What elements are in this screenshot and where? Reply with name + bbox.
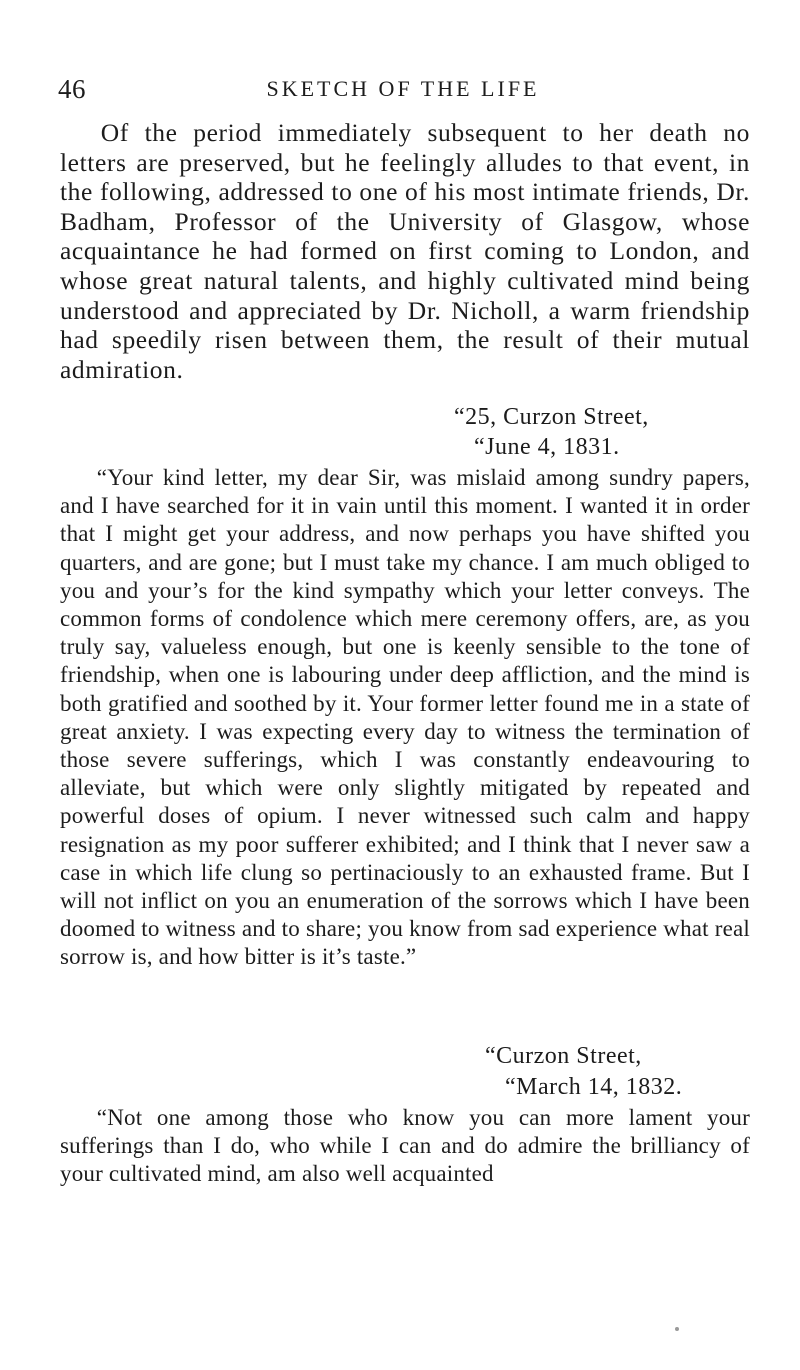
- letter-2-address: “Curzon Street,: [485, 1043, 642, 1069]
- letter-1-body-block: [60, 464, 750, 972]
- paper-speck: [675, 1327, 679, 1331]
- letter-1-date: “June 4, 1831.: [474, 434, 620, 460]
- letter-1-address: “25, Curzon Street,: [454, 404, 649, 430]
- lead-paragraph-block: [60, 118, 750, 384]
- letter-1-body: “Your kind letter, my dear Sir, was mislaid among sundry papers, and I have searched for it in vain until this moment. I wanted it in order that I might get your address, and now perhaps you have shifted you quarters, and are gone; but I must take my chance. I am much obliged to you and your’s for the kind sympathy which your letter conveys. The common forms of condolence which mere ceremony offers, are, as you truly say, valueless enough, but one is keenly sensible to the tone of friendship, when one is labouring under deep affliction, and the mind is both gratified and soothed by it. Your former letter found me in a state of great anxiety. I was expecting every day to witness the termination of those severe sufferings, which I was constantly endeavouring to alleviate, but which were only slightly mitigated by repeated and powerful doses of opium. I never witnessed such calm and happy resignation as my poor sufferer exhibited; and I think that I never saw a case in which life clung so pertinaciously to an exhausted frame. But I will not inflict on you an enumeration of the sorrows which I have been doomed to witness and to share; you know from sad experience what real sorrow is, and how bitter is it’s taste.”: [60, 465, 750, 970]
- running-title: SKETCH OF THE LIFE: [266, 76, 540, 101]
- running-head: [58, 74, 748, 104]
- letter-2-date: “March 14, 1832.: [505, 1074, 683, 1100]
- letter-2-body-block: [60, 1104, 750, 1189]
- lead-paragraph: Of the period immediately subsequent to her death no letters are preserved, but he feelingly alludes to that event, in the following, addressed to one of his most intimate friends, Dr. Badham, Professor of the University of Glasgow, whose acquaintance he had formed on first coming to London, and whose great natural talents, and highly cultivated mind being understood and appreciated by Dr. Nicholl, a warm friendship had speedily risen between them, the result of their mutual admiration.: [60, 118, 750, 384]
- letter-2-body: “Not one among those who know you can more lament your sufferings than I do, who while I can and do admire the brilliancy of your cultivated mind, am also well acquainted: [60, 1105, 750, 1187]
- page-number: 46: [58, 74, 86, 104]
